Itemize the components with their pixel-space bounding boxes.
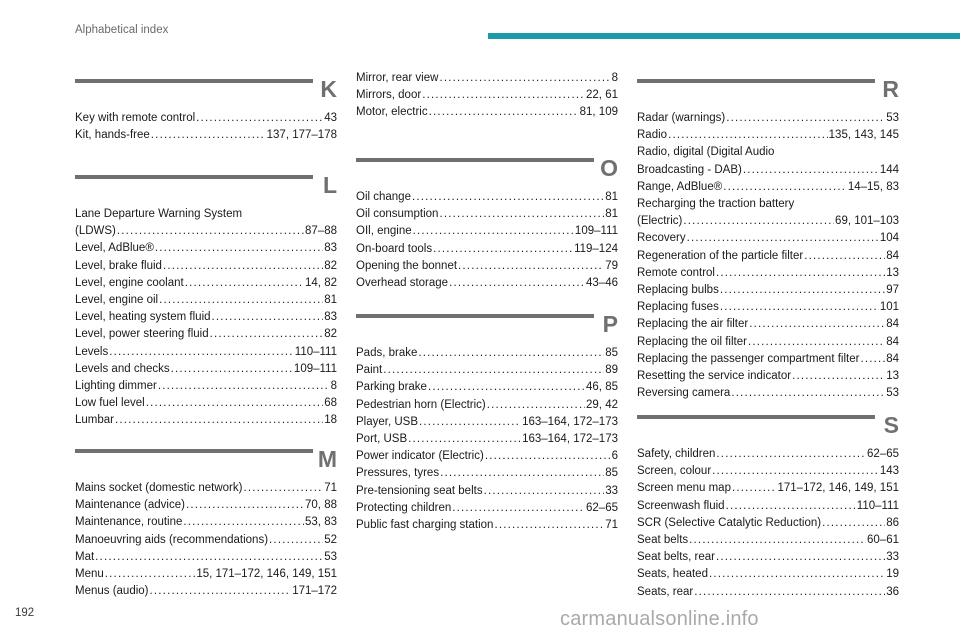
- entry-page: 84: [886, 335, 899, 348]
- entry-page: 62–65: [867, 448, 899, 460]
- entry-page: 82: [324, 259, 337, 272]
- entry-text: On-board tools: [356, 242, 433, 255]
- index-entry: [75, 532, 337, 549]
- index-entry: [356, 362, 618, 379]
- entry-text: Replacing the passenger compartment filter: [637, 352, 860, 365]
- entry-page: 6: [611, 450, 618, 463]
- entry-page: 43: [324, 112, 337, 124]
- entry-page: 137, 177–178: [266, 129, 337, 142]
- section-rule: [75, 79, 313, 83]
- index-entry: [75, 378, 337, 395]
- section-letter: L: [322, 172, 337, 198]
- index-entry: [75, 223, 337, 240]
- section-letter: S: [883, 412, 899, 438]
- entry-page: 8: [330, 380, 337, 393]
- index-entry: [75, 309, 337, 326]
- index-entry: [75, 361, 337, 378]
- entry-text: Maintenance (advice): [75, 499, 185, 512]
- index-entry: [356, 241, 618, 258]
- index-entry: [356, 517, 618, 534]
- index-entry: [637, 532, 899, 549]
- index-entry: [637, 498, 899, 515]
- section-rule: [637, 415, 875, 419]
- entry-page: 33: [605, 484, 618, 497]
- entry-text: Pedestrian horn (Electric): [356, 398, 486, 411]
- entry-text: Level, heating system fluid: [75, 311, 211, 324]
- index-entry: [637, 334, 899, 351]
- index-entry: [356, 379, 618, 396]
- entry-page: 69, 101–103: [835, 215, 899, 228]
- entry-page: 135, 143, 145: [828, 129, 899, 142]
- entry-text: Opening the bonnet: [356, 259, 458, 272]
- index-entry: [637, 265, 899, 282]
- entry-page: 53, 83: [305, 516, 337, 529]
- entry-page: 53: [324, 550, 337, 563]
- entry-text: Replacing the oil filter: [637, 335, 747, 348]
- entry-page: 97: [886, 284, 899, 297]
- entry-text: OIl, engine: [356, 225, 412, 238]
- index-entry: [75, 110, 337, 127]
- index-entry: [637, 179, 899, 196]
- index-section-k: [75, 78, 337, 144]
- entry-page: 109–111: [293, 362, 337, 375]
- entry-text: Range, AdBlue®: [637, 180, 723, 193]
- section-letter: K: [320, 76, 337, 102]
- entry-text: Levels: [75, 345, 109, 358]
- entry-text: Replacing fuses: [637, 301, 719, 314]
- index-entry: [356, 206, 618, 223]
- entry-text: Lighting dimmer: [75, 380, 157, 393]
- entry-page: 86: [886, 516, 899, 529]
- index-entry: [356, 70, 618, 87]
- index-entry: [356, 483, 618, 500]
- entry-page: 81: [605, 208, 618, 221]
- index-section-l: [75, 174, 337, 430]
- index-entry: [637, 463, 899, 480]
- entry-text: Levels and checks: [75, 362, 170, 375]
- index-entry: [637, 480, 899, 497]
- entry-text: Protecting children: [356, 501, 452, 514]
- entry-text: Level, power steering fluid: [75, 328, 209, 341]
- entry-text: SCR (Selective Catalytic Reduction): [637, 516, 822, 529]
- entry-page: 14, 82: [305, 276, 337, 289]
- section-header: [75, 174, 337, 206]
- index-entry: [356, 87, 618, 104]
- entry-text: Kit, hands-free: [75, 129, 150, 142]
- entry-page: 71: [605, 519, 618, 532]
- index-entry: [75, 497, 337, 514]
- index-entry: [75, 412, 337, 429]
- entry-text: Replacing the air filter: [637, 318, 749, 331]
- index-entry: [637, 566, 899, 583]
- index-section-m-continued: [356, 70, 618, 122]
- entry-page: 22, 61: [586, 89, 618, 102]
- entry-text: Screen menu map: [637, 482, 731, 495]
- index-entry: [75, 258, 337, 275]
- entry-text: Player, USB: [356, 415, 418, 428]
- entry-text: Seats, heated: [637, 568, 708, 581]
- index-entry: [75, 292, 337, 309]
- entry-text: (LDWS): [75, 225, 116, 238]
- entry-text: Seats, rear: [637, 585, 694, 598]
- entry-text: Regeneration of the particle filter: [637, 249, 804, 262]
- entry-text: Low fuel level: [75, 397, 145, 410]
- entry-text: Radar (warnings): [637, 112, 726, 124]
- entry-page: 8: [611, 72, 618, 84]
- entry-page: 171–172: [292, 585, 337, 598]
- index-entry: [356, 345, 618, 362]
- section-letter: M: [317, 446, 337, 472]
- entry-text: Broadcasting - DAB): [637, 163, 742, 176]
- entry-text: Pads, brake: [356, 347, 418, 359]
- entry-text: Recovery: [637, 232, 686, 245]
- entry-page: 163–164, 172–173: [522, 433, 618, 446]
- section-header: [637, 414, 899, 446]
- entry-text: Menus (audio): [75, 585, 149, 598]
- index-entry: [356, 275, 618, 292]
- index-entry: [637, 385, 899, 402]
- entry-page: 46, 85: [586, 381, 618, 394]
- entry-text: Radio: [637, 129, 668, 142]
- header-accent-bar: [488, 33, 960, 39]
- section-rule: [637, 79, 875, 83]
- entry-page: 110–111: [294, 345, 337, 358]
- entry-page: 79: [605, 259, 618, 272]
- index-entry: [637, 282, 899, 299]
- entry-text: Screen, colour: [637, 465, 712, 478]
- index-entry: [356, 465, 618, 482]
- index-section-o: [356, 157, 618, 292]
- entry-text-line1: Lane Departure Warning System: [75, 208, 243, 220]
- entry-text: Key with remote control: [75, 112, 196, 124]
- index-section-m: [75, 448, 337, 600]
- section-header: [75, 78, 337, 110]
- entry-text: Level, engine coolant: [75, 276, 184, 289]
- entry-text: Mains socket (domestic network): [75, 482, 243, 494]
- index-entry: [637, 110, 899, 127]
- entry-text: Seat belts: [637, 534, 689, 547]
- section-rule: [356, 158, 594, 162]
- index-entry: [637, 230, 899, 247]
- index-entry: [356, 223, 618, 240]
- entry-text: Resetting the service indicator: [637, 370, 792, 383]
- index-section-s: [637, 414, 899, 601]
- section-header: [356, 313, 618, 345]
- entry-page: 70, 88: [305, 499, 337, 512]
- entry-text: Motor, electric: [356, 106, 428, 119]
- entry-page: 82: [324, 328, 337, 341]
- index-entry: [637, 549, 899, 566]
- index-entry: [356, 397, 618, 414]
- entry-page: 143: [879, 465, 899, 478]
- entry-text: Oil consumption: [356, 208, 439, 221]
- entry-text: Pressures, tyres: [356, 467, 440, 480]
- index-entry: [75, 127, 337, 144]
- entry-text: Overhead storage: [356, 277, 449, 290]
- entry-page: 71: [324, 482, 337, 494]
- index-entry: [637, 213, 899, 230]
- entry-text: Manoeuvring aids (recommendations): [75, 533, 269, 546]
- index-entry: [356, 258, 618, 275]
- entry-page: 89: [605, 364, 618, 377]
- entry-text: Pre-tensioning seat belts: [356, 484, 483, 497]
- entry-page: 60–61: [867, 534, 899, 547]
- entry-page: 14–15, 83: [847, 180, 899, 193]
- entry-page: 109–111: [574, 225, 618, 238]
- entry-text: Mat: [75, 550, 95, 563]
- entry-text: Port, USB: [356, 433, 408, 446]
- index-entry: [75, 344, 337, 361]
- entry-text: Remote control: [637, 266, 715, 279]
- entry-text: Seat belts, rear: [637, 551, 715, 564]
- index-entry: [356, 448, 618, 465]
- section-letter: R: [882, 76, 899, 102]
- entry-text: Level, brake fluid: [75, 259, 162, 272]
- entry-page: 33: [886, 551, 899, 564]
- entry-page: 110–111: [856, 499, 899, 512]
- entry-page: 163–164, 172–173: [522, 415, 618, 428]
- index-section-r: [637, 78, 899, 402]
- index-entry: [356, 189, 618, 206]
- entry-text: Screenwash fluid: [637, 499, 725, 512]
- entry-page: 29, 42: [586, 398, 618, 411]
- section-letter: O: [600, 155, 618, 181]
- entry-text: Reversing camera: [637, 387, 731, 400]
- index-entry: [356, 431, 618, 448]
- index-entry: [75, 566, 337, 583]
- index-entry: [637, 584, 899, 601]
- index-entry: [356, 104, 618, 121]
- section-rule: [75, 449, 313, 453]
- entry-text: Safety, children: [637, 448, 716, 460]
- entry-page: 83: [324, 242, 337, 255]
- entry-page: 87–88: [305, 225, 337, 238]
- section-letter: P: [602, 311, 618, 337]
- entry-text: Menu: [75, 568, 104, 581]
- entry-page: 52: [324, 533, 337, 546]
- entry-page: 119–124: [574, 242, 618, 255]
- entry-page: 43–46: [586, 277, 618, 290]
- entry-text: Mirror, rear view: [356, 72, 439, 84]
- section-header: [75, 448, 337, 480]
- index-entry: [75, 549, 337, 566]
- entry-text: Mirrors, door: [356, 89, 422, 102]
- index-entry: [637, 515, 899, 532]
- entry-page: 144: [879, 163, 899, 176]
- index-entry: [637, 127, 899, 144]
- index-entry: [356, 414, 618, 431]
- index-entry: [637, 248, 899, 265]
- entry-page: 84: [886, 352, 899, 365]
- entry-text-line1: Radio, digital (Digital Audio: [637, 146, 775, 159]
- entry-page: 104: [879, 232, 899, 245]
- entry-page: 53: [886, 112, 899, 124]
- entry-text: (Electric): [637, 215, 683, 228]
- entry-page: 19: [886, 568, 899, 581]
- entry-text: Oil change: [356, 191, 411, 203]
- index-entry: [75, 480, 337, 497]
- index-entry: [75, 583, 337, 600]
- entry-page: 81: [605, 191, 618, 203]
- entry-text: Replacing bulbs: [637, 284, 719, 297]
- entry-page: 84: [886, 249, 899, 262]
- index-entry: [75, 326, 337, 343]
- entry-page: 101: [879, 301, 899, 314]
- section-rule: [75, 175, 313, 179]
- entry-page: 85: [605, 467, 618, 480]
- index-entry: [75, 395, 337, 412]
- entry-page: 13: [886, 370, 899, 383]
- entry-text: Level, AdBlue®: [75, 242, 154, 255]
- index-entry: [637, 368, 899, 385]
- entry-text: Level, engine oil: [75, 294, 159, 307]
- index-entry: [637, 446, 899, 463]
- entry-text-line1: Recharging the traction battery: [637, 198, 795, 211]
- entry-page: 171–172, 146, 149, 151: [777, 482, 899, 495]
- index-entry: [637, 351, 899, 368]
- index-entry: [637, 299, 899, 316]
- entry-page: 15, 171–172, 146, 149, 151: [196, 568, 337, 581]
- entry-page: 83: [324, 311, 337, 324]
- entry-page: 84: [886, 318, 899, 331]
- entry-page: 85: [605, 347, 618, 359]
- entry-page: 81: [324, 294, 337, 307]
- section-header: [637, 78, 899, 110]
- entry-page: 13: [886, 266, 899, 279]
- section-header: [356, 157, 618, 189]
- section-rule: [356, 314, 594, 318]
- entry-page: 36: [886, 585, 899, 598]
- entry-page: 62–65: [586, 501, 618, 514]
- entry-page: 18: [324, 414, 337, 427]
- entry-page: 53: [886, 387, 899, 400]
- watermark-text: carmanualsonline.info: [560, 608, 759, 630]
- entry-text: Public fast charging station: [356, 519, 494, 532]
- index-entry: [75, 275, 337, 292]
- index-entry: [637, 316, 899, 333]
- entry-text: Paint: [356, 364, 383, 377]
- entry-text: Maintenance, routine: [75, 516, 183, 529]
- entry-text: Lumbar: [75, 414, 114, 427]
- index-entry: [75, 514, 337, 531]
- index-entry: [356, 500, 618, 517]
- entry-text: Parking brake: [356, 381, 427, 394]
- page-number: 192: [15, 607, 35, 619]
- index-section-p: [356, 313, 618, 534]
- page-header-title: Alphabetical index: [75, 24, 169, 36]
- entry-text: Power indicator (Electric): [356, 450, 484, 463]
- entry-page: 68: [324, 397, 337, 410]
- entry-page: 81, 109: [579, 106, 618, 119]
- index-entry: [75, 240, 337, 257]
- index-entry: [637, 162, 899, 179]
